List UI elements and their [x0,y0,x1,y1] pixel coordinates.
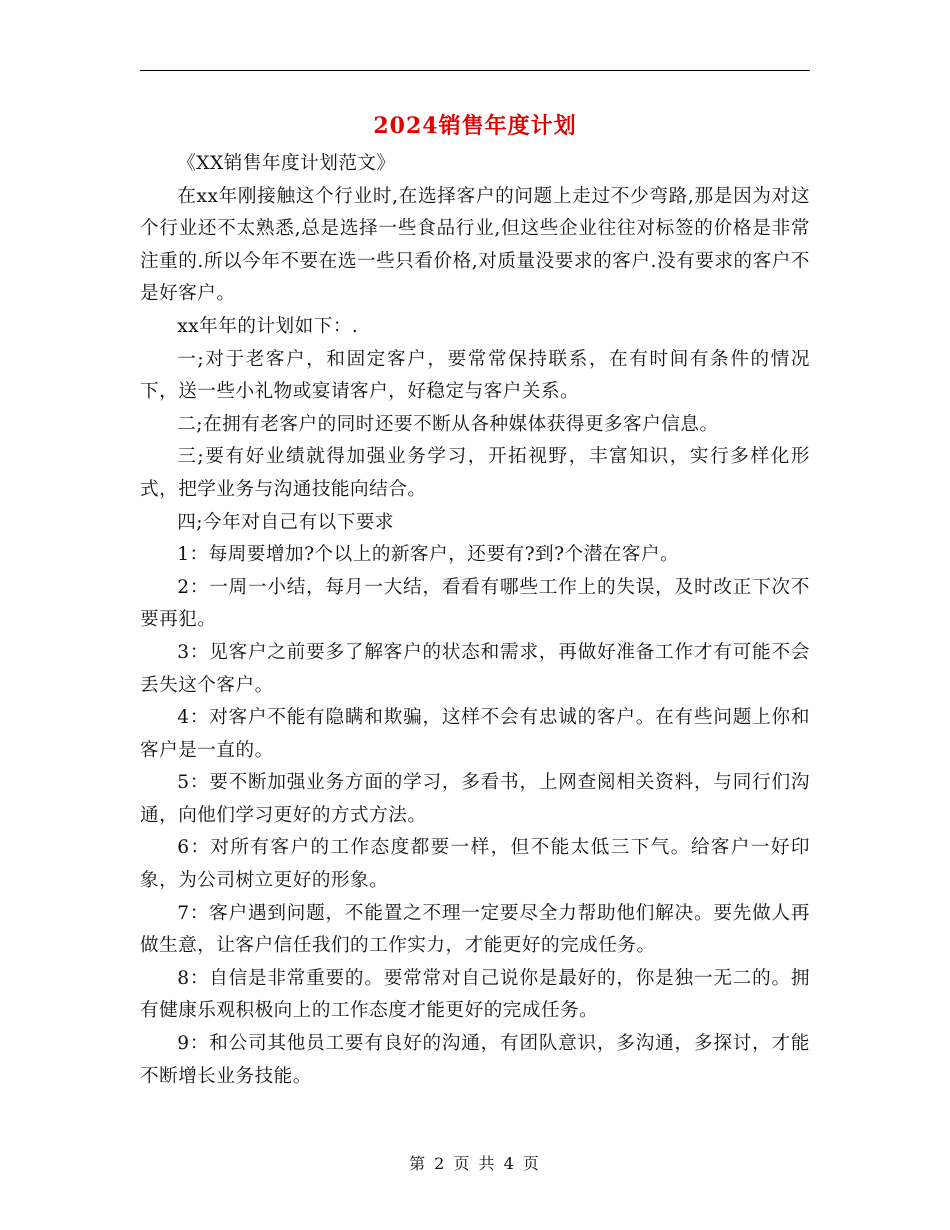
paragraph-item-one: 一;对于老客户，和固定客户，要常常保持联系，在有时间有条件的情况下，送一些小礼物或宴请客户，好稳定与客户关系。 [140,348,810,403]
paragraph-requirement-5: 5：要不断加强业务方面的学习，多看书，上网查阅相关资料，与同行们沟通，向他们学习更好的方式方法。 [140,772,810,826]
paragraph-requirement-1: 1：每周要增加?个以上的新客户，还要有?到?个潜在客户。 [177,544,680,566]
document-title: 2024销售年度计划 [373,113,577,139]
paragraph-requirement-4: 4：对客户不能有隐瞒和欺骗，这样不会有忠诚的客户。在有些问题上你和客户是一直的。 [140,707,810,761]
paragraph-item-two: 二;在拥有老客户的同时还要不断从各种媒体获得更多客户信息。 [177,413,719,435]
header-rule [140,70,810,71]
paragraph-requirement-6: 6：对所有客户的工作态度都要一样，但不能太低三下气。给客户一好印象，为公司树立更好的形象。 [140,837,810,892]
paragraph-requirement-8: 8：自信是非常重要的。要常常对自己说你是最好的，你是独一无二的。拥有健康乐观积极向上的工作态度才能更好的完成任务。 [140,967,810,1022]
paragraph-item-three: 三;要有好业绩就得加强业务学习，开拓视野，丰富知识，实行多样化形式，把学业务与沟通技能向结合。 [140,446,810,500]
document-body [140,148,810,1093]
paragraph-plan-heading: xx年年的计划如下：. [177,315,359,337]
paragraph-subtitle: 《XX销售年度计划范文》 [177,153,396,174]
paragraph-requirement-3: 3：见客户之前要多了解客户的状态和需求，再做好准备工作才有可能不会丢失这个客户。 [140,641,810,696]
paragraph-item-four: 四;今年对自己有以下要求 [177,511,394,533]
page-footer: 第 2 页 共 4 页 [409,1154,541,1173]
paragraph-requirement-7: 7：客户遇到问题，不能置之不理一定要尽全力帮助他们解决。要先做人再做生意，让客户信任我们的工作实力，才能更好的完成任务。 [140,902,810,957]
paragraph-requirement-2: 2：一周一小结，每月一大结，看看有哪些工作上的失误，及时改正下次不要再犯。 [140,576,810,631]
paragraph-requirement-9: 9：和公司其他员工要有良好的沟通，有团队意识，多沟通，多探讨，才能不断增长业务技能。 [140,1033,810,1087]
paragraph-intro: 在xx年刚接触这个行业时,在选择客户的问题上走过不少弯路,那是因为对这个行业还不太熟悉,总是选择一些食品行业,但这些企业往往对标签的价格是非常注重的.所以今年不要在选一些只看价格,对质量没要求的客户.没有要求的客户不是好客户。 [140,185,810,305]
